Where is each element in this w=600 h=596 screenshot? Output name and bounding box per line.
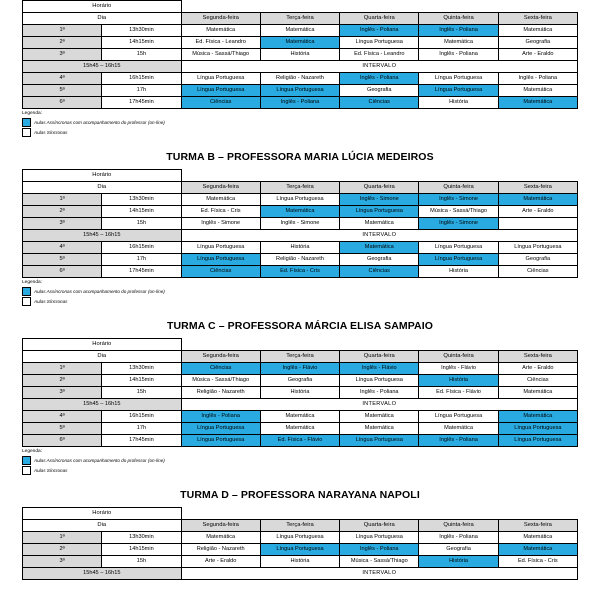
row-number: 1ª <box>23 362 102 374</box>
class-cell: Matemática <box>340 241 419 253</box>
row-number: 2ª <box>23 37 102 49</box>
header-day: Quarta-feira <box>340 181 419 193</box>
class-cell: Inglês - Simone <box>419 217 498 229</box>
class-cell: Geografia <box>340 85 419 97</box>
table-row <box>23 97 578 109</box>
row-time: 13h30min <box>102 25 181 37</box>
class-cell: Matemática <box>498 193 577 205</box>
table-header-row <box>23 13 578 25</box>
table-row <box>23 25 578 37</box>
table-row <box>23 85 578 97</box>
row-number: 5ª <box>23 422 102 434</box>
class-cell <box>498 217 577 229</box>
table-row <box>23 531 578 543</box>
legend-swatch-sync-icon <box>22 128 31 137</box>
class-cell: Língua Portuguesa <box>498 422 577 434</box>
row-number: 6ª <box>23 434 102 446</box>
class-cell: Ed. Física - Flávio <box>419 386 498 398</box>
class-cell: Ciências <box>181 362 260 374</box>
class-cell: Língua Portuguesa <box>181 73 260 85</box>
table-row <box>23 49 578 61</box>
header-day: Sexta-feira <box>498 519 577 531</box>
row-time: 14h15min <box>102 543 181 555</box>
class-cell: Arte - Eraldo <box>498 205 577 217</box>
class-cell: História <box>260 386 339 398</box>
table-row <box>23 241 578 253</box>
table-row <box>23 434 578 446</box>
interval-label: INTERVALO <box>181 567 577 579</box>
row-number: 5ª <box>23 253 102 265</box>
interval-label: INTERVALO <box>181 61 577 73</box>
table-header-row <box>23 169 578 181</box>
class-cell: Língua Portuguesa <box>340 434 419 446</box>
row-time: 17h <box>102 422 181 434</box>
table-row <box>23 374 578 386</box>
table-row <box>23 193 578 205</box>
interval-time: 15h45 – 16h15 <box>23 398 182 410</box>
class-cell: Língua Portuguesa <box>419 241 498 253</box>
class-cell: Matemática <box>260 25 339 37</box>
row-number: 3ª <box>23 217 102 229</box>
header-day: Quarta-feira <box>340 519 419 531</box>
class-cell: Geografia <box>340 253 419 265</box>
row-time: 13h30min <box>102 362 181 374</box>
class-cell: Ciências <box>340 97 419 109</box>
header-dia: Dia <box>23 519 182 531</box>
class-cell: Inglês - Poliana <box>419 531 498 543</box>
schedule-block <box>0 489 600 580</box>
class-cell: Língua Portuguesa <box>419 410 498 422</box>
class-cell: Matemática <box>498 410 577 422</box>
header-day: Quinta-feira <box>419 519 498 531</box>
class-cell: Inglês - Poliana <box>419 49 498 61</box>
header-day: Terça-feira <box>260 13 339 25</box>
class-cell: História <box>419 374 498 386</box>
class-cell: Religião - Nazareth <box>260 253 339 265</box>
row-time: 17h45min <box>102 265 181 277</box>
class-cell: Inglês - Poliana <box>419 434 498 446</box>
class-cell: Inglês - Poliana <box>498 73 577 85</box>
header-dia: Dia <box>23 13 182 25</box>
schedule-table <box>22 338 578 447</box>
table-header-row <box>23 1 578 13</box>
class-cell: Matemática <box>419 37 498 49</box>
class-cell: Matemática <box>498 543 577 555</box>
row-time: 14h15min <box>102 374 181 386</box>
schedule-table <box>22 507 578 580</box>
header-horario: Horário <box>23 169 182 181</box>
class-cell: Língua Portuguesa <box>181 85 260 97</box>
legend <box>22 280 578 306</box>
interval-label: INTERVALO <box>181 398 577 410</box>
class-cell: Ciências <box>340 265 419 277</box>
table-row <box>23 410 578 422</box>
class-cell: Religião - Nazareth <box>181 386 260 398</box>
row-number: 1ª <box>23 193 102 205</box>
header-day: Quarta-feira <box>340 350 419 362</box>
class-cell: Matemática <box>340 422 419 434</box>
class-cell: Música - Sassá/Thiago <box>340 555 419 567</box>
class-cell: Língua Portuguesa <box>260 85 339 97</box>
header-day: Quinta-feira <box>419 13 498 25</box>
header-day: Terça-feira <box>260 350 339 362</box>
row-number: 1ª <box>23 531 102 543</box>
row-time: 16h15min <box>102 410 181 422</box>
interval-row <box>23 61 578 73</box>
header-day: Quinta-feira <box>419 350 498 362</box>
interval-label: INTERVALO <box>181 229 577 241</box>
table-row <box>23 253 578 265</box>
class-cell: Matemática <box>498 386 577 398</box>
header-day: Sexta-feira <box>498 350 577 362</box>
class-cell: Língua Portuguesa <box>340 531 419 543</box>
header-day: Sexta-feira <box>498 181 577 193</box>
class-cell: Ed. Física - Leandro <box>181 37 260 49</box>
class-cell: Geografia <box>498 37 577 49</box>
row-number: 1ª <box>23 25 102 37</box>
row-number: 6ª <box>23 97 102 109</box>
class-cell: Língua Portuguesa <box>181 422 260 434</box>
row-number: 5ª <box>23 85 102 97</box>
row-time: 17h45min <box>102 434 181 446</box>
legend-item-async <box>22 287 578 296</box>
header-blank <box>181 1 577 13</box>
interval-time: 15h45 – 16h15 <box>23 229 182 241</box>
row-number: 2ª <box>23 205 102 217</box>
row-number: 3ª <box>23 49 102 61</box>
class-cell: Ciências <box>498 265 577 277</box>
class-cell: Matemática <box>181 25 260 37</box>
page-title: TURMA D – PROFESSORA NARAYANA NAPOLI <box>180 488 420 501</box>
header-day: Segunda-feira <box>181 13 260 25</box>
class-cell: Inglês - Poliana <box>260 97 339 109</box>
class-cell: Matemática <box>260 37 339 49</box>
header-day: Sexta-feira <box>498 13 577 25</box>
table-header-row <box>23 350 578 362</box>
table-row <box>23 73 578 85</box>
legend-async-label: Aulas Assíncronas com acompanhamento do professor (on-line) <box>34 457 165 463</box>
table-row <box>23 555 578 567</box>
table-header-row <box>23 507 578 519</box>
row-number: 6ª <box>23 265 102 277</box>
class-cell: Língua Portuguesa <box>260 531 339 543</box>
class-cell: História <box>260 555 339 567</box>
class-cell: Inglês - Poliana <box>340 543 419 555</box>
class-cell: Arte - Eraldo <box>498 49 577 61</box>
class-cell: Língua Portuguesa <box>340 205 419 217</box>
class-cell: Inglês - Simone <box>181 217 260 229</box>
legend-title: Legenda: <box>22 111 43 116</box>
class-cell: Ciências <box>181 265 260 277</box>
class-cell: Religião - Nazareth <box>260 73 339 85</box>
class-cell: Matemática <box>340 217 419 229</box>
interval-row <box>23 398 578 410</box>
row-time: 17h <box>102 253 181 265</box>
class-cell: Música - Sassá/Thiago <box>181 49 260 61</box>
class-cell: Língua Portuguesa <box>340 37 419 49</box>
class-cell: História <box>419 555 498 567</box>
class-cell: Inglês - Poliana <box>340 25 419 37</box>
interval-row <box>23 567 578 579</box>
class-cell: Língua Portuguesa <box>419 85 498 97</box>
header-blank <box>181 338 577 350</box>
header-day: Quarta-feira <box>340 13 419 25</box>
row-number: 4ª <box>23 73 102 85</box>
class-cell: Inglês - Flávio <box>419 362 498 374</box>
header-day: Segunda-feira <box>181 519 260 531</box>
class-cell: Matemática <box>260 205 339 217</box>
class-cell: Matemática <box>181 531 260 543</box>
legend-sync-label: Aulas Síncronas <box>34 298 68 304</box>
table-row <box>23 386 578 398</box>
row-time: 14h15min <box>102 37 181 49</box>
table-row <box>23 265 578 277</box>
class-cell: História <box>419 265 498 277</box>
legend-sync-label: Aulas Síncronas <box>34 129 68 135</box>
class-cell: Matemática <box>260 422 339 434</box>
header-horario: Horário <box>23 338 182 350</box>
row-time: 15h <box>102 217 181 229</box>
row-time: 14h15min <box>102 205 181 217</box>
class-cell: Ed. Física - Leandro <box>340 49 419 61</box>
legend-async-label: Aulas Assíncronas com acompanhamento do professor (on-line) <box>34 119 165 125</box>
table-row <box>23 362 578 374</box>
class-cell: Ciências <box>181 97 260 109</box>
class-cell: Matemática <box>498 531 577 543</box>
class-cell: Música - Sassá/Thiago <box>181 374 260 386</box>
class-cell: Ed. Física - Cris <box>181 205 260 217</box>
row-time: 13h30min <box>102 531 181 543</box>
class-cell: Música - Sassá/Thiago <box>419 205 498 217</box>
header-day: Segunda-feira <box>181 181 260 193</box>
legend-swatch-sync-icon <box>22 297 31 306</box>
interval-row <box>23 229 578 241</box>
legend-swatch-sync-icon <box>22 466 31 475</box>
interval-time: 15h45 – 16h15 <box>23 567 182 579</box>
row-number: 3ª <box>23 555 102 567</box>
page-title: TURMA C – PROFESSORA MÁRCIA ELISA SAMPAIO <box>166 319 434 332</box>
class-cell: Língua Portuguesa <box>498 241 577 253</box>
header-blank <box>181 507 577 519</box>
class-cell: Inglês - Poliana <box>340 386 419 398</box>
table-row <box>23 205 578 217</box>
schedule-block <box>0 151 600 306</box>
class-cell: Ed. Física - Cris <box>498 555 577 567</box>
header-dia: Dia <box>23 350 182 362</box>
table-row <box>23 217 578 229</box>
class-cell: Ed. Física - Flávio <box>260 434 339 446</box>
class-cell: Matemática <box>498 97 577 109</box>
legend-swatch-async-icon <box>22 287 31 296</box>
row-time: 15h <box>102 555 181 567</box>
schedule-table <box>22 169 578 278</box>
legend-item-async <box>22 456 578 465</box>
class-cell: Inglês - Flávio <box>260 362 339 374</box>
class-cell: Inglês - Simone <box>419 193 498 205</box>
class-cell: Inglês - Poliana <box>340 73 419 85</box>
legend-swatch-async-icon <box>22 118 31 127</box>
class-cell: Língua Portuguesa <box>498 434 577 446</box>
row-time: 17h <box>102 85 181 97</box>
row-number: 2ª <box>23 374 102 386</box>
table-header-row <box>23 519 578 531</box>
header-day: Quinta-feira <box>419 181 498 193</box>
class-cell: Língua Portuguesa <box>181 241 260 253</box>
schedule-table <box>22 0 578 109</box>
class-cell: Arte - Eraldo <box>181 555 260 567</box>
schedule-block <box>0 320 600 475</box>
legend-title: Legenda: <box>22 448 43 454</box>
class-cell: Língua Portuguesa <box>181 434 260 446</box>
header-day: Terça-feira <box>260 519 339 531</box>
legend-async-label: Aulas Assíncronas com acompanhamento do professor (on-line) <box>34 288 165 294</box>
class-cell: Língua Portuguesa <box>260 543 339 555</box>
legend-sync-label: Aulas Síncronas <box>34 467 68 473</box>
row-number: 4ª <box>23 410 102 422</box>
class-cell: Arte - Eraldo <box>498 362 577 374</box>
row-time: 13h30min <box>102 193 181 205</box>
class-cell: Língua Portuguesa <box>340 374 419 386</box>
class-cell: Geografia <box>498 253 577 265</box>
row-number: 2ª <box>23 543 102 555</box>
class-cell: Religião - Nazareth <box>181 543 260 555</box>
class-cell: História <box>419 97 498 109</box>
header-horario: Horário <box>23 1 182 13</box>
table-row <box>23 37 578 49</box>
table-row <box>23 543 578 555</box>
row-time: 16h15min <box>102 73 181 85</box>
class-cell: Matemática <box>419 422 498 434</box>
class-cell: Matemática <box>498 25 577 37</box>
legend-item-sync <box>22 128 578 137</box>
class-cell: Inglês - Simone <box>340 193 419 205</box>
table-row <box>23 422 578 434</box>
class-cell: Inglês - Flávio <box>340 362 419 374</box>
class-cell: Língua Portuguesa <box>419 73 498 85</box>
class-cell: Inglês - Simone <box>260 217 339 229</box>
class-cell: Ciências <box>498 374 577 386</box>
legend <box>22 449 578 475</box>
row-time: 16h15min <box>102 241 181 253</box>
class-cell: Geografia <box>419 543 498 555</box>
header-blank <box>181 169 577 181</box>
legend-swatch-async-icon <box>22 456 31 465</box>
class-cell: Matemática <box>340 410 419 422</box>
header-day: Segunda-feira <box>181 350 260 362</box>
header-day: Terça-feira <box>260 181 339 193</box>
class-cell: Matemática <box>498 85 577 97</box>
table-header-row <box>23 181 578 193</box>
schedule-block <box>0 0 600 137</box>
row-number: 4ª <box>23 241 102 253</box>
page-title: TURMA B – PROFESSORA MARIA LÚCIA MEDEIROS <box>166 150 434 163</box>
class-cell: História <box>260 241 339 253</box>
row-time: 15h <box>102 386 181 398</box>
class-cell: História <box>260 49 339 61</box>
legend-item-async <box>22 118 578 127</box>
row-time: 17h45min <box>102 97 181 109</box>
class-cell: Inglês - Poliana <box>181 410 260 422</box>
class-cell: Geografia <box>260 374 339 386</box>
class-cell: Língua Portuguesa <box>260 193 339 205</box>
class-cell: Ed. Física - Cris <box>260 265 339 277</box>
class-cell: Língua Portuguesa <box>181 253 260 265</box>
class-cell: Inglês - Poliana <box>419 25 498 37</box>
legend-title: Legenda: <box>22 279 43 285</box>
legend-item-sync <box>22 466 578 475</box>
row-time: 15h <box>102 49 181 61</box>
interval-time: 15h45 – 16h15 <box>23 61 182 73</box>
class-cell: Matemática <box>260 410 339 422</box>
header-dia: Dia <box>23 181 182 193</box>
header-horario: Horário <box>23 507 182 519</box>
row-number: 3ª <box>23 386 102 398</box>
legend <box>22 111 578 137</box>
class-cell: Matemática <box>181 193 260 205</box>
class-cell: Língua Portuguesa <box>419 253 498 265</box>
table-header-row <box>23 338 578 350</box>
legend-item-sync <box>22 297 578 306</box>
